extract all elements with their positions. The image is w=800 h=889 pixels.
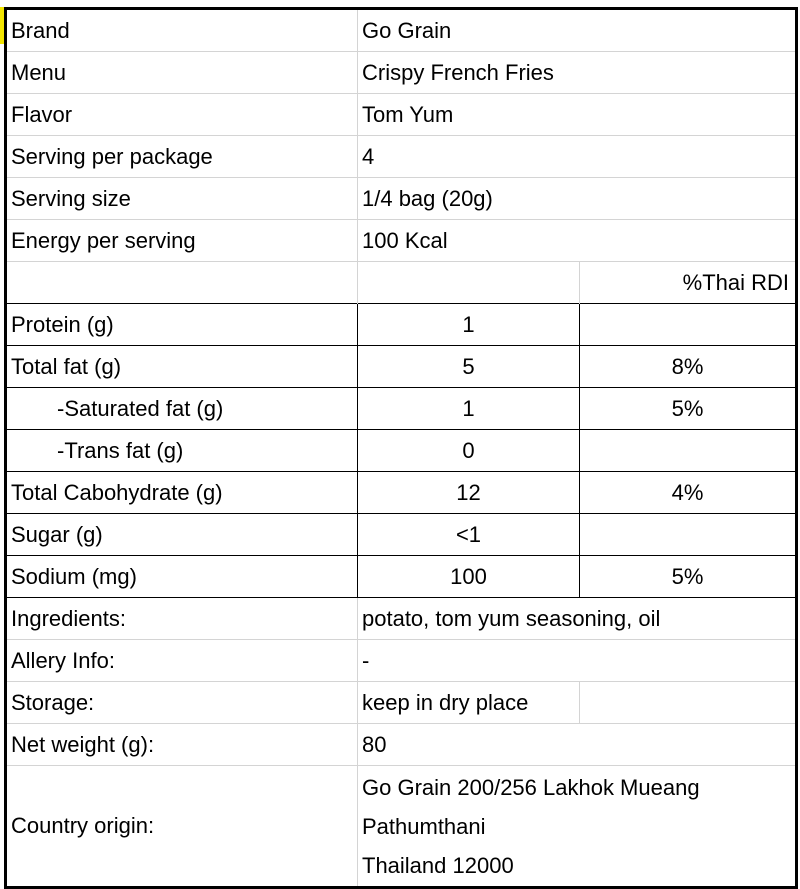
table-row <box>6 472 797 514</box>
nutrient-value[interactable]: 12 <box>358 472 580 514</box>
table-row <box>6 262 797 304</box>
nutrient-rdi[interactable] <box>580 304 797 346</box>
nutrient-value[interactable]: 100 <box>358 556 580 598</box>
serving-size-value[interactable]: 1/4 bag (20g) <box>358 178 797 220</box>
origin-line: Thailand 12000 <box>362 852 514 878</box>
energy-label[interactable]: Energy per serving <box>6 220 358 262</box>
nutrient-label[interactable]: -Trans fat (g) <box>6 430 358 472</box>
table-row <box>6 724 797 766</box>
nutrient-rdi[interactable] <box>580 514 797 556</box>
storage-label[interactable]: Storage: <box>6 682 358 724</box>
rdi-header[interactable]: %Thai RDI <box>580 262 797 304</box>
energy-value[interactable]: 100 Kcal <box>358 220 797 262</box>
nutrient-rdi[interactable] <box>580 430 797 472</box>
nutrition-table <box>4 7 798 889</box>
nutrient-value[interactable]: 1 <box>358 388 580 430</box>
nutrient-label[interactable]: Sodium (mg) <box>6 556 358 598</box>
country-origin-label[interactable]: Country origin: <box>6 766 358 888</box>
menu-label[interactable]: Menu <box>6 52 358 94</box>
allergy-label[interactable]: Allery Info: <box>6 640 358 682</box>
serving-per-package-value[interactable]: 4 <box>358 136 797 178</box>
storage-value[interactable]: keep in dry place <box>358 682 580 724</box>
table-row <box>6 220 797 262</box>
nutrient-value[interactable]: <1 <box>358 514 580 556</box>
table-row <box>6 178 797 220</box>
country-origin-value[interactable] <box>358 766 797 888</box>
empty-cell[interactable] <box>6 262 358 304</box>
ingredients-value[interactable]: potato, tom yum seasoning, oil <box>358 598 797 640</box>
nutrient-label[interactable]: Total fat (g) <box>6 346 358 388</box>
nutrient-value[interactable]: 1 <box>358 304 580 346</box>
table-row <box>6 682 797 724</box>
nutrient-rdi[interactable]: 8% <box>580 346 797 388</box>
table-row <box>6 52 797 94</box>
serving-size-label[interactable]: Serving size <box>6 178 358 220</box>
net-weight-value[interactable]: 80 <box>358 724 797 766</box>
table-row <box>6 136 797 178</box>
empty-cell[interactable] <box>358 262 580 304</box>
origin-line: Go Grain 200/256 Lakhok Mueang <box>362 774 700 800</box>
table-row <box>6 9 797 52</box>
table-row <box>6 430 797 472</box>
table-row <box>6 598 797 640</box>
flavor-value[interactable]: Tom Yum <box>358 94 797 136</box>
nutrient-rdi[interactable]: 4% <box>580 472 797 514</box>
brand-label[interactable]: Brand <box>11 18 70 43</box>
allergy-value[interactable]: - <box>358 640 797 682</box>
serving-per-package-label[interactable]: Serving per package <box>6 136 358 178</box>
menu-value[interactable]: Crispy French Fries <box>358 52 797 94</box>
nutrient-label[interactable]: -Saturated fat (g) <box>6 388 358 430</box>
nutrient-rdi[interactable]: 5% <box>580 556 797 598</box>
table-row <box>6 304 797 346</box>
empty-cell[interactable] <box>580 682 797 724</box>
table-row <box>6 766 797 888</box>
table-row <box>6 94 797 136</box>
nutrient-value[interactable]: 5 <box>358 346 580 388</box>
nutrient-value[interactable]: 0 <box>358 430 580 472</box>
net-weight-label[interactable]: Net weight (g): <box>6 724 358 766</box>
table-row <box>6 514 797 556</box>
table-row <box>6 556 797 598</box>
nutrient-rdi[interactable]: 5% <box>580 388 797 430</box>
nutrient-label[interactable]: Protein (g) <box>6 304 358 346</box>
brand-value[interactable]: Go Grain <box>358 9 797 52</box>
ingredients-label[interactable]: Ingredients: <box>6 598 358 640</box>
nutrient-label[interactable]: Total Cabohydrate (g) <box>6 472 358 514</box>
table-row <box>6 388 797 430</box>
table-row <box>6 640 797 682</box>
table-row <box>6 346 797 388</box>
origin-line: Pathumthani <box>362 813 486 839</box>
nutrient-label[interactable]: Sugar (g) <box>6 514 358 556</box>
flavor-label[interactable]: Flavor <box>6 94 358 136</box>
